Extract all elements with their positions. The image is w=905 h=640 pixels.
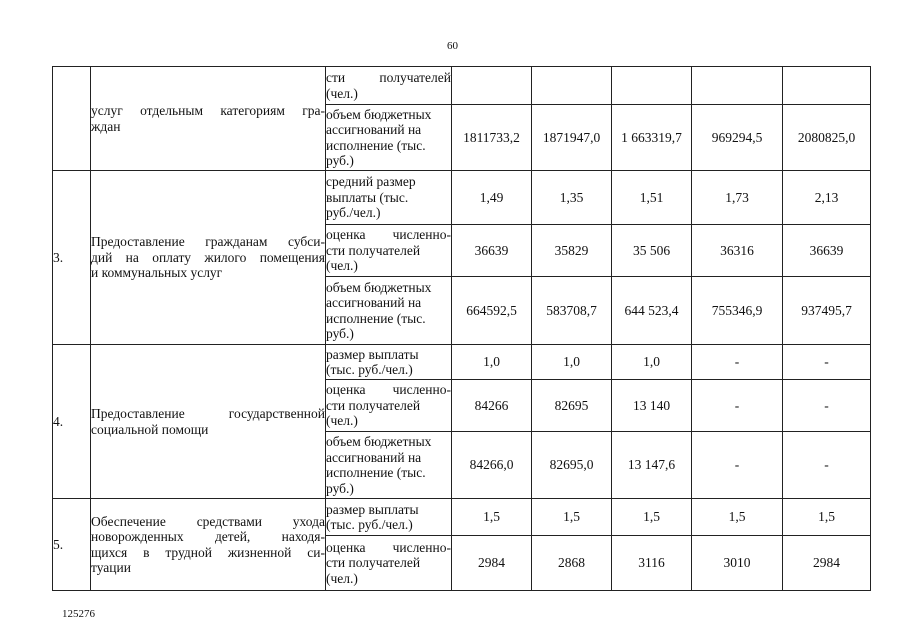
value-cell: 1,73 [692,171,783,225]
value-cell: 1,0 [532,345,612,380]
value-cell: 969294,5 [692,105,783,171]
value-cell: 1,5 [783,499,871,536]
indicator-line: руб.) [326,326,354,341]
indicators-table [52,66,871,591]
value-cell: 84266,0 [452,432,532,499]
indicator-name [326,171,452,225]
measure-name-line: туации [91,560,131,575]
value-cell: 937495,7 [783,277,871,345]
indicator-line: (чел.) [326,413,358,429]
value-cell: 1,0 [452,345,532,380]
indicator-line: ассигнований на [326,295,422,310]
table-row [53,345,871,380]
value-cell: 664592,5 [452,277,532,345]
value-cell: - [692,380,783,432]
indicator-line: (тыс. руб./чел.) [326,362,413,377]
value-cell: 13 140 [612,380,692,432]
measure-name-line: Обеспечение средствами ухода [91,513,325,529]
measure-name [91,67,326,171]
indicator-line: исполнение (тыс. [326,137,426,153]
measure-name [91,345,326,499]
value-cell: 644 523,4 [612,277,692,345]
value-cell: 3116 [612,536,692,591]
indicator-line: сти получателей [326,242,421,258]
measure-name [91,499,326,591]
value-cell: 1,5 [532,499,612,536]
value-cell: - [692,345,783,380]
indicator-line: исполнение (тыс. [326,310,426,326]
value-cell: 1,5 [692,499,783,536]
row-number: 5. [53,499,91,591]
value-cell: 2984 [783,536,871,591]
value-cell: 1811733,2 [452,105,532,171]
indicator-name [326,499,452,536]
value-cell: 36316 [692,225,783,277]
measure-name-line: новорожденных детей, находя- [91,529,325,544]
measure-name-line: услуг отдельным категориям гра- [91,103,325,118]
indicator-line: объем бюджетных [326,106,432,122]
value-cell: 13 147,6 [612,432,692,499]
measure-name-line: дий на оплату жилого помещения [91,249,325,265]
indicator-name [326,432,452,499]
indicator-line: руб.) [326,153,354,168]
indicator-line: размер выплаты [326,501,419,517]
indicator-line: средний размер [326,174,416,190]
value-cell: 1 663319,7 [612,105,692,171]
measure-name-line: социальной помощи [91,421,209,437]
value-cell [692,67,783,105]
indicator-line: выплаты (тыс. [326,189,409,205]
measure-name-line: и коммунальных услуг [91,265,223,281]
indicator-line: (чел.) [326,258,358,274]
row-number [53,67,91,171]
value-cell: 1,35 [532,171,612,225]
value-cell: 2080825,0 [783,105,871,171]
indicator-line: объем бюджетных [326,434,432,449]
value-cell: 1,5 [452,499,532,536]
indicator-line: ассигнований на [326,122,422,137]
value-cell: - [783,432,871,499]
table-row [53,67,871,105]
indicator-line: (чел.) [326,85,358,101]
value-cell: - [783,380,871,432]
value-cell: 583708,7 [532,277,612,345]
indicator-line: оценка численно- [326,227,451,243]
table-row [53,171,871,225]
indicator-name [326,67,452,105]
indicator-line: (чел.) [326,570,358,586]
indicator-name [326,345,452,380]
value-cell: 36639 [452,225,532,277]
value-cell: 35 506 [612,225,692,277]
measure-name [91,171,326,345]
indicator-name [326,277,452,345]
value-cell: 35829 [532,225,612,277]
page-number: 60 [447,40,458,52]
indicator-line: руб./чел.) [326,205,381,221]
row-number: 4. [53,345,91,499]
value-cell: 82695,0 [532,432,612,499]
indicator-name [326,536,452,591]
value-cell: 755346,9 [692,277,783,345]
measure-name-line: щихся в трудной жизненной си- [91,544,325,560]
value-cell: 1871947,0 [532,105,612,171]
indicator-line: размер выплаты [326,346,419,362]
indicator-line: исполнение (тыс. [326,465,426,480]
value-cell: 1,5 [612,499,692,536]
indicator-line: ассигнований на [326,449,422,465]
value-cell [783,67,871,105]
measure-name-line: Предоставление гражданам субси- [91,234,325,250]
indicator-line: сти получателей [326,555,421,571]
indicator-line: руб.) [326,480,354,496]
value-cell: - [783,345,871,380]
measure-name-line: Предоставление государственной [91,406,325,421]
table-row [53,499,871,536]
indicator-name [326,105,452,171]
value-cell [612,67,692,105]
value-cell: 2868 [532,536,612,591]
row-number: 3. [53,171,91,345]
value-cell: 2,13 [783,171,871,225]
indicator-line: оценка численно- [326,539,451,555]
value-cell: 82695 [532,380,612,432]
value-cell: 1,0 [612,345,692,380]
indicator-line: сти получателей [326,397,421,413]
value-cell: 36639 [783,225,871,277]
document-code: 125276 [62,608,95,620]
value-cell: 84266 [452,380,532,432]
value-cell: 1,51 [612,171,692,225]
value-cell: 3010 [692,536,783,591]
indicator-line: оценка численно- [326,382,451,398]
value-cell: 2984 [452,536,532,591]
indicator-line: объем бюджетных [326,279,432,295]
value-cell [452,67,532,105]
value-cell: - [692,432,783,499]
indicator-line: сти получателей [326,70,451,85]
indicator-name [326,380,452,432]
value-cell [532,67,612,105]
indicator-line: (тыс. руб./чел.) [326,517,413,532]
indicator-name [326,225,452,277]
value-cell: 1,49 [452,171,532,225]
measure-name-line: ждан [91,118,121,134]
